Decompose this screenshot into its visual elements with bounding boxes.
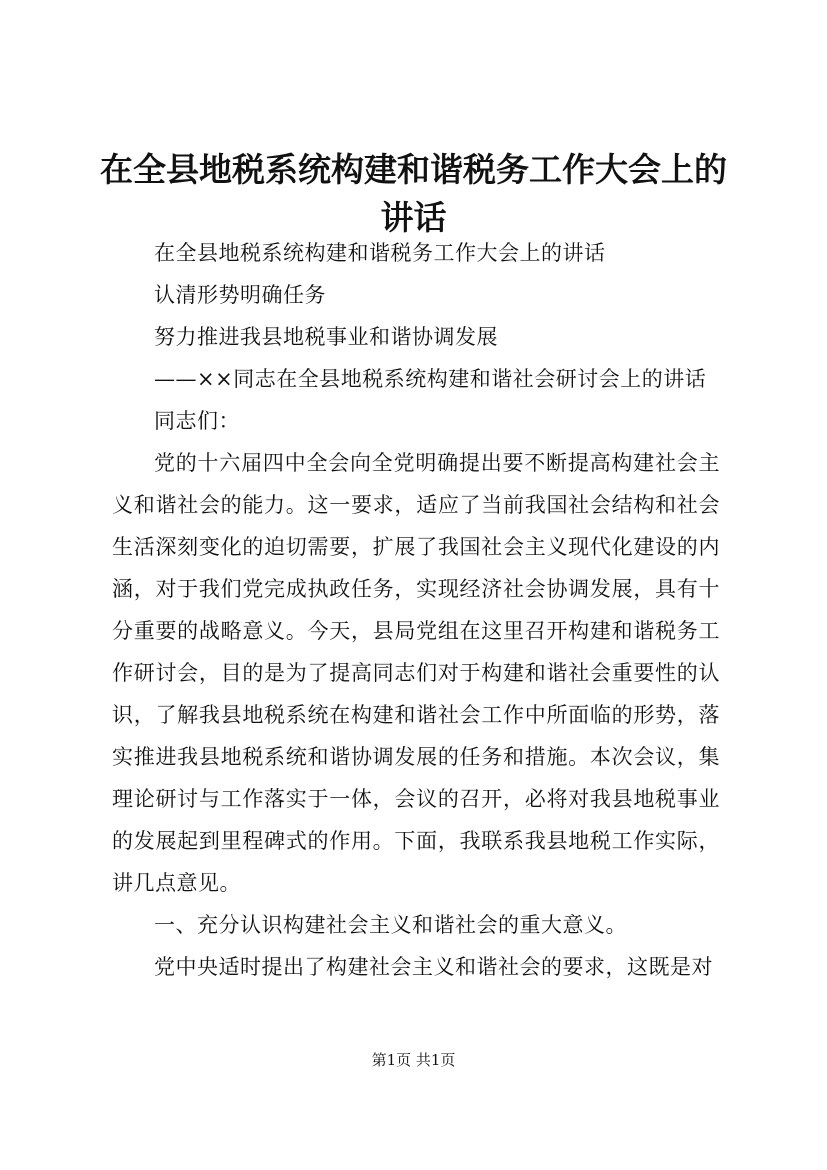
- paragraph-subtitle: 在全县地税系统构建和谐税务工作大会上的讲话: [154, 241, 606, 265]
- document-title: 在全县地税系统构建和谐税务工作大会上的讲话: [100, 150, 727, 237]
- document-body: [112, 232, 720, 988]
- paragraph-theme-1: 认清形势明确任务: [154, 283, 326, 307]
- paragraph-section-1: 党中央适时提出了构建社会主义和谐社会的要求，这既是对: [154, 955, 713, 979]
- paragraph-intro: 党的十六届四中全会向全党明确提出要不断提高构建社会主义和谐社会的能力。这一要求，适应了当前我国社会结构和社会生活深刻变化的迫切需要，扩展了我国社会主义现代化建设的内涵，对于我们党完成执政任务，实现经济社会协调发展，具有十分重要的战略意义。今天，县局党组在这里召开构建和谐税务工作研讨会，目的是为了提高同志们对于构建和谐社会重要性的认识，了解我县地税系统在构建和谐社会工作中所面临的形势，落实推进我县地税系统和谐协调发展的任务和措施。本次会议，集理论研讨与工作落实于一体，会议的召开，必将对我县地税事业的发展起到里程碑式的作用。下面，我联系我县地税工作实际，讲几点意见。: [112, 451, 720, 895]
- paragraph-speaker: ——××同志在全县地税系统构建和谐社会研讨会上的讲话: [154, 367, 707, 391]
- paragraph-theme-2: 努力推进我县地税事业和谐协调发展: [154, 325, 498, 349]
- page-footer: 第1页 共1页: [371, 1051, 456, 1069]
- paragraph-heading-1: 一、充分认识构建社会主义和谐社会的重大意义。: [154, 913, 627, 937]
- paragraph-salutation: 同志们：: [154, 409, 240, 433]
